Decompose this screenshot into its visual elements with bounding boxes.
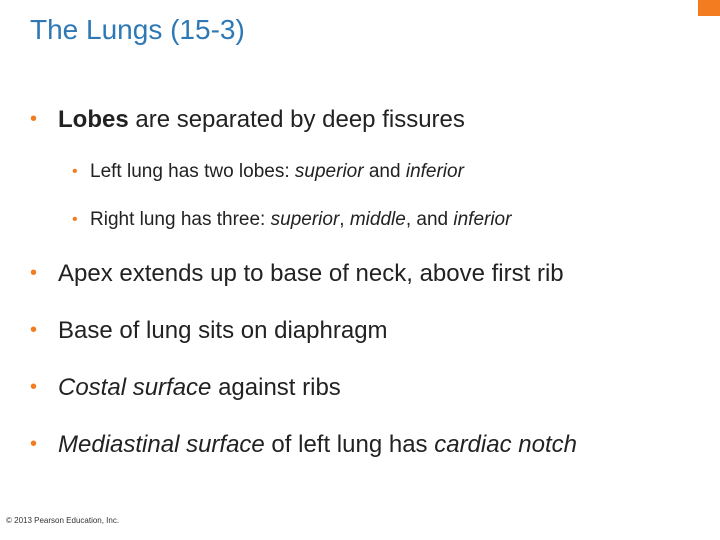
bullet-dot: • bbox=[72, 211, 78, 228]
term-cardiac-notch: cardiac notch bbox=[434, 431, 577, 458]
bullet-mid: of left lung has bbox=[264, 431, 435, 458]
term-inferior: inferior bbox=[453, 209, 512, 230]
copyright-footer: © 2013 Pearson Education, Inc. bbox=[6, 516, 120, 525]
term-superior: superior bbox=[270, 209, 340, 230]
bullet-dot: • bbox=[30, 108, 38, 130]
bullet-text bbox=[58, 431, 577, 459]
bullet-pre: Left lung has two lobes: bbox=[90, 161, 295, 182]
bullet-text bbox=[90, 209, 511, 231]
bullet-dot: • bbox=[30, 319, 38, 341]
bullet-dot: • bbox=[30, 262, 38, 284]
bullet-rest: against ribs bbox=[211, 374, 341, 401]
bullet-dot: • bbox=[30, 433, 38, 455]
bullet-rest: are separated by deep fissures bbox=[128, 106, 465, 133]
term-inferior: inferior bbox=[405, 161, 464, 182]
bullet-text bbox=[90, 161, 464, 183]
bullet-mid: and bbox=[363, 161, 406, 182]
term-superior: superior bbox=[294, 161, 364, 182]
bullet-sep: , bbox=[339, 209, 350, 230]
term-middle: middle bbox=[349, 209, 406, 230]
bullet-dot: • bbox=[30, 376, 38, 398]
term-costal-surface: Costal surface bbox=[58, 374, 212, 401]
slide-title: The Lungs (15-3) bbox=[30, 14, 245, 45]
bullet-text: Apex extends up to base of neck, above first rib bbox=[58, 260, 564, 287]
bullet-pre: Right lung has three: bbox=[90, 209, 271, 230]
bullet-text bbox=[58, 106, 465, 134]
bullet-text bbox=[58, 374, 341, 402]
term-lobes: Lobes bbox=[58, 106, 129, 133]
bullet-sep: , and bbox=[405, 209, 454, 230]
bullet-text: Base of lung sits on diaphragm bbox=[58, 317, 388, 344]
bullet-dot: • bbox=[72, 163, 78, 180]
term-mediastinal-surface: Mediastinal surface bbox=[58, 431, 265, 458]
